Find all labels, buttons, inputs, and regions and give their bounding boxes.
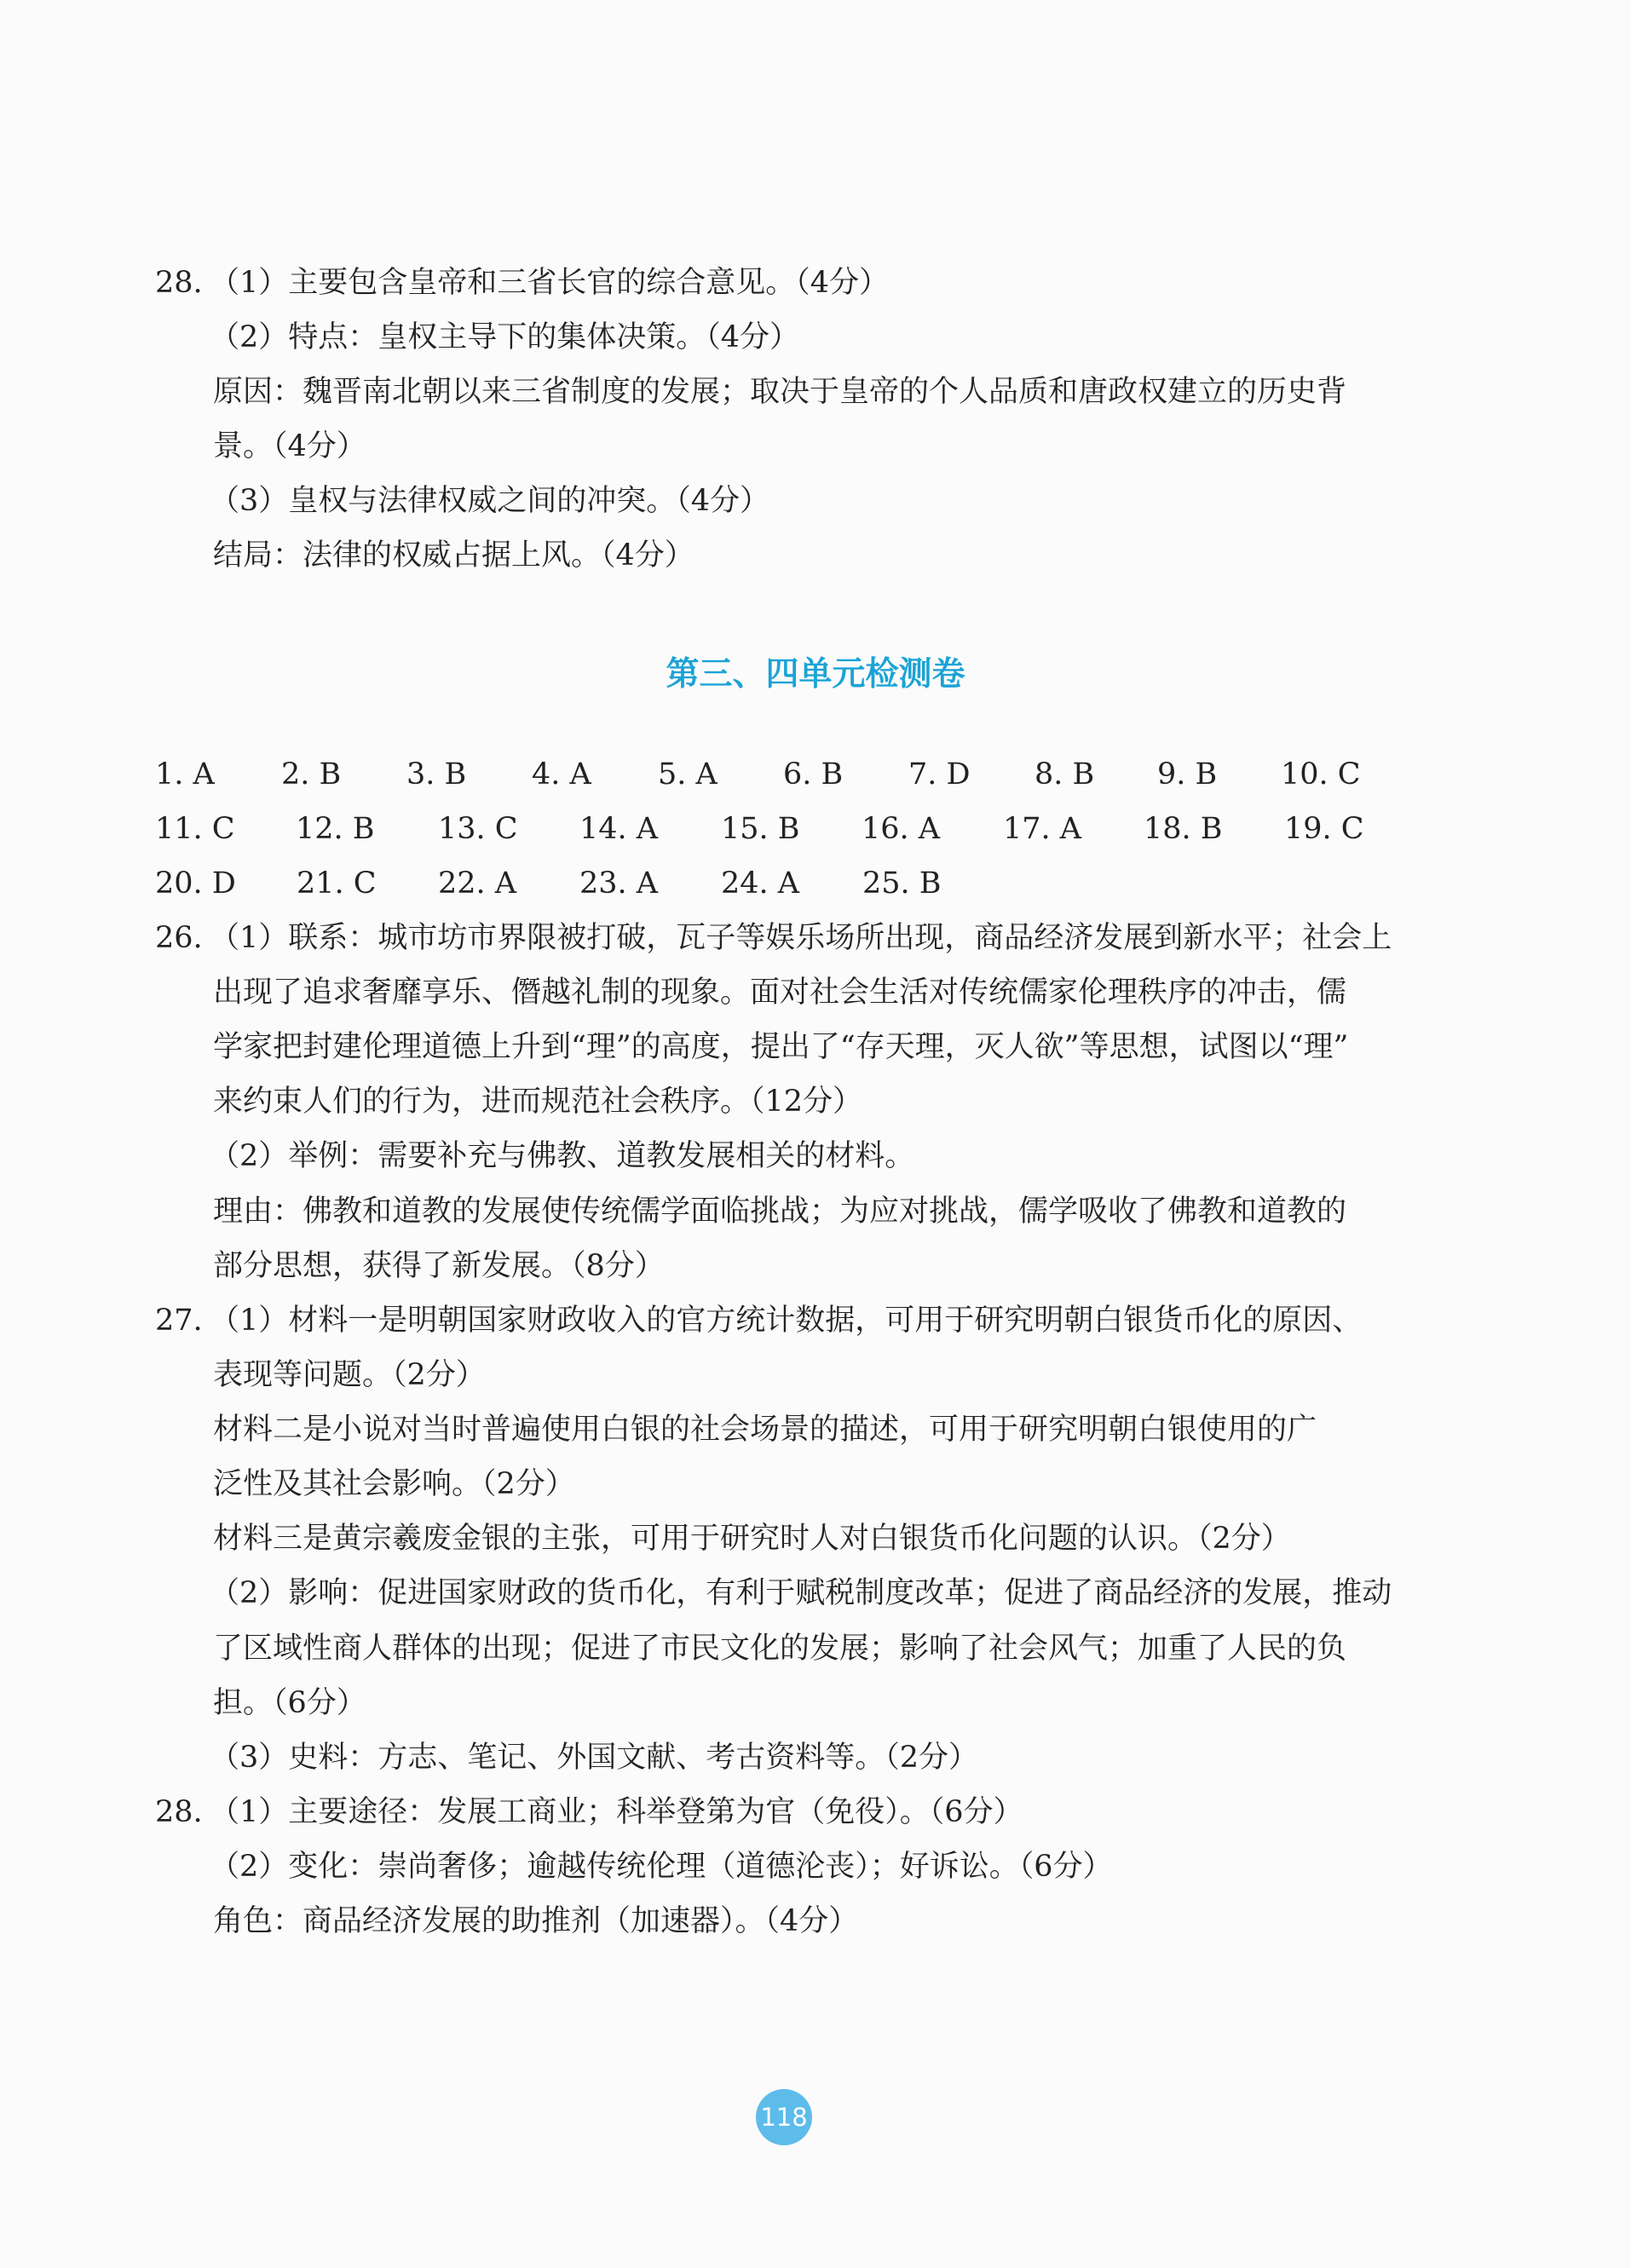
answer-line: 了区域性商人群体的出现；促进了市民文化的发展；影响了社会风气；加重了人民的负 xyxy=(213,1632,1347,1666)
mc-answer: 24. A xyxy=(721,866,800,901)
answer-line: （1）联系：城市坊市界限被打破，瓦子等娱乐场所出现，商品经济发展到新水平；社会上 xyxy=(210,921,1392,955)
answer-line: （2）举例：需要补充与佛教、道教发展相关的材料。 xyxy=(210,1139,915,1173)
mc-answer: 8. B xyxy=(1035,757,1095,791)
mc-answer: 6. B xyxy=(783,757,844,791)
answer-line: 景。（4分） xyxy=(213,429,366,463)
mc-answer: 21. C xyxy=(297,866,377,901)
mc-answer: 22. A xyxy=(438,866,517,901)
section-title: 第三、四单元检测卷 xyxy=(666,655,965,694)
answer-line: 材料三是黄宗羲废金银的主张，可用于研究时人对白银货币化问题的认识。（2分） xyxy=(213,1522,1291,1556)
mc-answer: 13. C xyxy=(438,812,518,846)
answer-line: 出现了追求奢靡享乐、僭越礼制的现象。面对社会生活对传统儒家伦理秩序的冲击，儒 xyxy=(213,976,1347,1010)
mc-answer: 25. B xyxy=(862,866,942,901)
answer-line: （1）材料一是明朝国家财政收入的官方统计数据，可用于研究明朝白银货币化的原因、 xyxy=(210,1304,1363,1338)
mc-answer: 17. A xyxy=(1003,812,1082,846)
question-number: 28. xyxy=(155,1795,203,1829)
mc-answer: 16. A xyxy=(862,812,941,846)
mc-answer: 10. C xyxy=(1281,757,1361,791)
mc-answer: 15. B xyxy=(721,812,800,846)
answer-line: 泛性及其社会影响。（2分） xyxy=(213,1467,575,1501)
mc-answer: 18. B xyxy=(1144,812,1223,846)
mc-answer: 14. A xyxy=(579,812,659,846)
answer-line: 表现等问题。（2分） xyxy=(213,1358,486,1392)
answer-line: （2）变化：崇尚奢侈；逾越传统伦理（道德沦丧）；好诉讼。（6分） xyxy=(210,1850,1113,1884)
page-number: 118 xyxy=(756,2089,812,2145)
mc-answer: 1. A xyxy=(155,757,215,791)
answer-line: （1）主要途径：发展工商业；科举登第为官（免役）。（6分） xyxy=(210,1795,1023,1829)
question-number: 27. xyxy=(155,1304,203,1338)
answer-line: 理由：佛教和道教的发展使传统儒学面临挑战；为应对挑战，儒学吸收了佛教和道教的 xyxy=(213,1194,1347,1229)
answer-line: 材料二是小说对当时普遍使用白银的社会场景的描述，可用于研究明朝白银使用的广 xyxy=(213,1413,1317,1447)
question-number: 26. xyxy=(155,921,203,955)
answer-line: （3）史料：方志、笔记、外国文献、考古资料等。（2分） xyxy=(210,1741,979,1775)
mc-answer: 2. B xyxy=(281,757,342,791)
answer-line: 担。（6分） xyxy=(213,1686,366,1720)
answer-line: 来约束人们的行为，进而规范社会秩序。（12分） xyxy=(213,1085,863,1119)
answer-line: 原因：魏晋南北朝以来三省制度的发展；取决于皇帝的个人品质和唐政权建立的历史背 xyxy=(213,375,1347,409)
mc-answer: 4. A xyxy=(532,757,591,791)
answer-line: （2）影响：促进国家财政的货币化，有利于赋税制度改革；促进了商品经济的发展，推动 xyxy=(210,1576,1392,1610)
mc-answer: 11. C xyxy=(155,812,235,846)
mc-answer: 23. A xyxy=(579,866,659,901)
answer-line: 学家把封建伦理道德上升到“理”的高度，提出了“存天理，灭人欲”等思想，试图以“理” xyxy=(213,1030,1349,1064)
answer-line: （1）主要包含皇帝和三省长官的综合意见。（4分） xyxy=(210,266,890,300)
mc-answer: 19. C xyxy=(1284,812,1364,846)
mc-answer: 5. A xyxy=(658,757,718,791)
mc-answer: 7. D xyxy=(908,757,971,791)
mc-answer: 3. B xyxy=(406,757,467,791)
mc-answer: 12. B xyxy=(296,812,375,846)
answer-line: 结局：法律的权威占据上风。（4分） xyxy=(213,538,694,573)
mc-answer: 20. D xyxy=(155,866,236,901)
answer-line: 角色：商品经济发展的助推剂（加速器）。（4分） xyxy=(213,1904,859,1938)
question-number: 28. xyxy=(155,266,203,300)
answer-line: 部分思想，获得了新发展。（8分） xyxy=(213,1249,665,1283)
answer-line: （3）皇权与法律权威之间的冲突。（4分） xyxy=(210,484,770,518)
mc-answer: 9. B xyxy=(1157,757,1218,791)
answer-line: （2）特点：皇权主导下的集体决策。（4分） xyxy=(210,320,800,354)
